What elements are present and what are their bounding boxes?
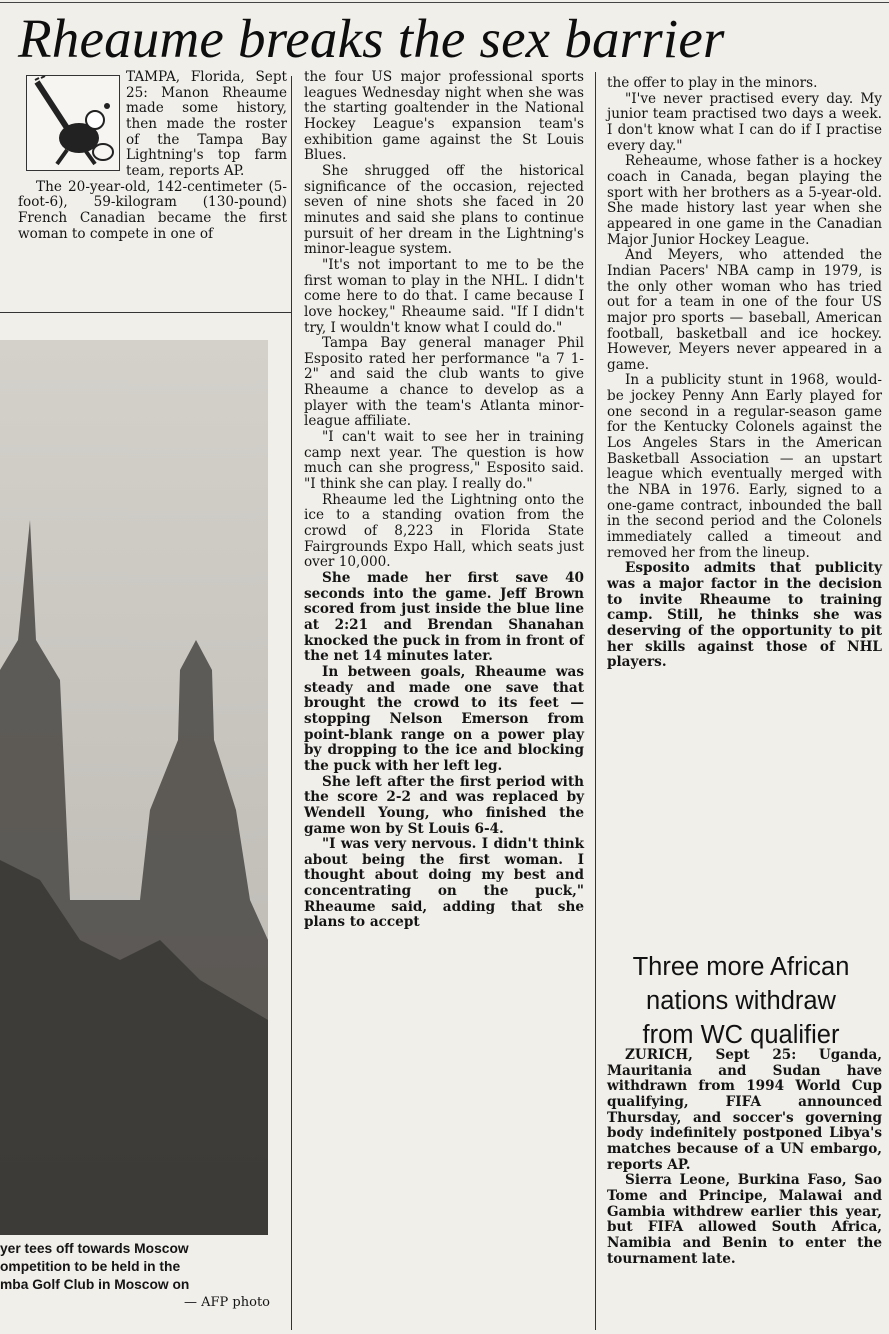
- caption-line: mba Golf Club in Moscow on: [0, 1277, 190, 1292]
- story-paragraph: She shrugged off the historical significance of the occasion, rejected seven of nine shots she faced in 20 minutes and said she plans to continue pursuit of her dream in the Lightning's minor-league system.: [304, 162, 584, 258]
- story-paragraph: The 20-year-old, 142-centimeter (5-foot-6), 59-kilogram (130-pound) French Canadian became the first woman to compete in one of: [18, 178, 287, 242]
- story-paragraph: Reheaume, whose father is a hockey coach in Canada, began playing the sport with her brothers as a 5-year-old. She made history last year when she appeared in one game in the Canadian Major Junior Hockey League.: [607, 153, 882, 248]
- story-paragraph: In between goals, Rheaume was steady and made one save that brought the crowd to its feet — stopping Nelson Emerson from point-blank range on a power play by dropping to the ice and blocking the puck with her left leg.: [304, 663, 584, 774]
- story-paragraph: the four US major professional sports leagues Wednesday night when she was the starting goaltender in the National Hockey League's expansion team's exhibition game against the St Louis Blues.: [304, 69, 584, 164]
- news-photo: [0, 340, 268, 1235]
- story-paragraph: And Meyers, who attended the Indian Pacers' NBA camp in 1979, is the only other woman who has tried out for a team in one of the four US major pro sports — baseball, American football, basketball and ice hockey. However, Meyers never appeared in a game.: [607, 247, 882, 373]
- story-column-1: [18, 70, 287, 242]
- story-paragraph: She made her first save 40 seconds into the game. Jeff Brown scored from just inside the blue line at 2:21 and Brendan Shanahan knocked the puck in from in front of the net 14 minutes later.: [304, 570, 584, 665]
- story-paragraph: "I've never practised every day. My junior team practised two days a week. I don't know what I can do if I practise every day.": [607, 90, 882, 154]
- caption-line: yer tees off towards Moscow: [0, 1241, 189, 1256]
- headline: Rheaume breaks the sex barrier: [18, 8, 725, 69]
- story-paragraph: In a publicity stunt in 1968, would-be jockey Penny Ann Early played for one second in a regular-season game for the Kentucky Colonels against the Los Angeles Stars in the American Basketball Association — an upstart league which eventually merged with the NBA in 1976. Early, signed to a one-game contract, inbounded the ball in the second period and the Colonels immediately called a timeout and removed her from the lineup.: [607, 372, 882, 561]
- photo-caption: [0, 1240, 270, 1312]
- column-divider: [595, 72, 596, 1330]
- story-paragraph: Sierra Leone, Burkina Faso, Sao Tome and Principe, Malawai and Gambia withdrew earlier this year, but FIFA allowed South Africa, Namibia and Benin to enter the tournament late.: [607, 1172, 882, 1267]
- top-rule: [0, 2, 889, 3]
- headline-line: Three more African: [632, 953, 850, 981]
- story-paragraph: Esposito admits that publicity was a major factor in the decision to invite Rheaume to training camp. Still, he thinks she was deserving of the opportunity to pit her skills against those of NHL players.: [607, 560, 882, 671]
- story-paragraph: She left after the first period with the score 2-2 and was replaced by Wendell Young, who finished the game won by St Louis 6-4.: [304, 773, 584, 837]
- story-paragraph: "It's not important to me to be the first woman to play in the NHL. I didn't come here to do that. I came because I love hockey," Rheaume said. "If I didn't try, I wouldn't know what I could do.": [304, 256, 584, 336]
- second-story-body: [607, 1048, 882, 1267]
- column-divider: [0, 312, 291, 313]
- story-paragraph: the offer to play in the minors.: [607, 75, 818, 91]
- headline-line: nations withdraw: [646, 987, 836, 1015]
- story-paragraph: Tampa Bay general manager Phil Esposito rated her performance "a 7 1-2" and said the club wants to give Rheaume a chance to develop as a player with the team's Atlanta minor-league affiliate.: [304, 335, 584, 430]
- story-paragraph: "I can't wait to see her in training camp next year. The question is how much can she progress," Esposito said. "I think she can play. I really do.": [304, 429, 584, 493]
- story-paragraph: ZURICH, Sept 25: Uganda, Mauritania and Sudan have withdrawn from 1994 World Cup qualifying, FIFA announced Thursday, and soccer's governing body indefinitely postponed Libya's matches because of a UN embargo, reports AP.: [607, 1047, 882, 1173]
- headline-line: from WC qualifier: [642, 1021, 840, 1049]
- story-paragraph: Rheaume led the Lightning onto the ice to a standing ovation from the crowd of 8,223 in Florida State Fairgrounds Expo Hall, which seats just over 10,000.: [304, 491, 584, 571]
- story-paragraph: TAMPA, Florida, Sept 25: Manon Rheaume made some history, then made the roster of the Tampa Bay Lightning's top farm team, reports AP.: [126, 69, 287, 179]
- story-column-3: [607, 76, 882, 671]
- caption-line: ompetition to be held in the: [0, 1259, 181, 1274]
- story-column-2: [304, 70, 584, 931]
- story-paragraph: "I was very nervous. I didn't think about being the first woman. I thought about doing my best and concentrating on the puck," Rheaume said, adding that she plans to accept: [304, 836, 584, 931]
- column-divider: [291, 76, 292, 1330]
- second-story-headline: [600, 950, 882, 1052]
- photo-credit: — AFP photo: [184, 1295, 270, 1310]
